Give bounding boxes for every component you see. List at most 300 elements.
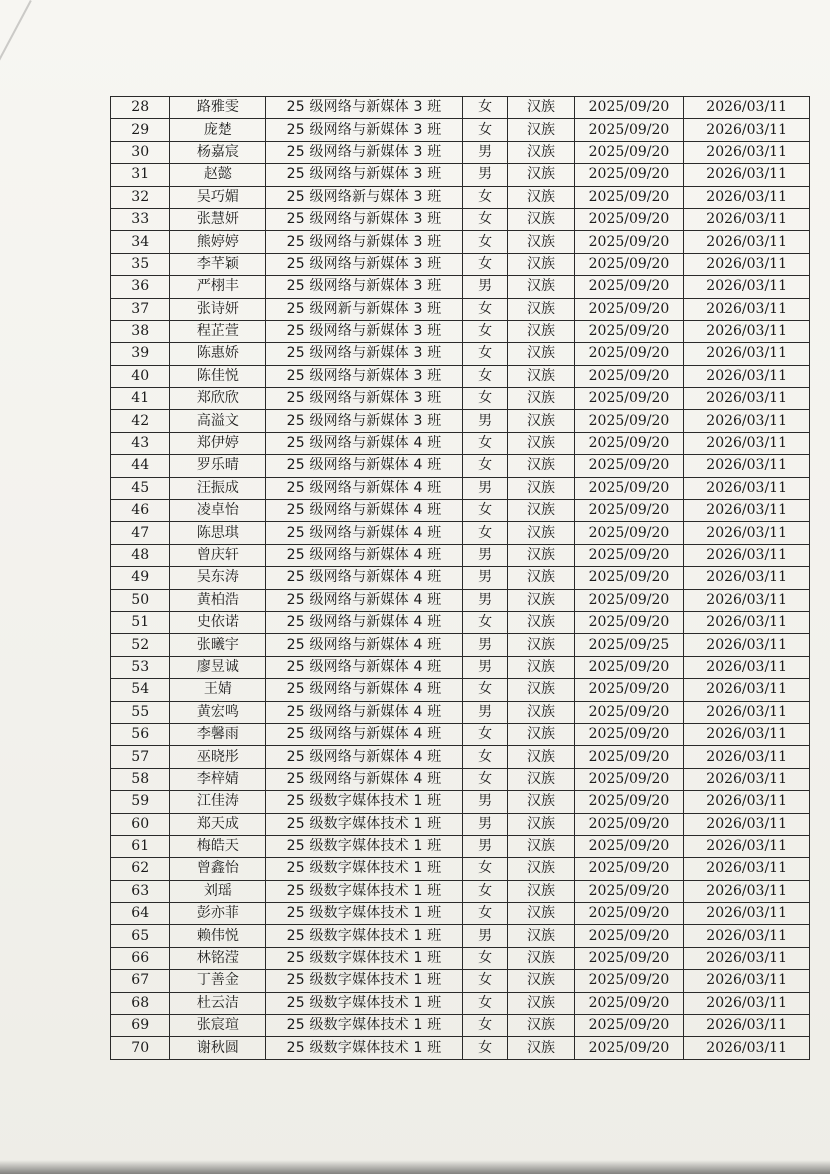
cell-start-date: 2025/09/20 [574,432,684,454]
cell-name: 巫晓彤 [170,746,266,768]
cell-class: 25 级网络与新媒体 3 班 [266,320,462,342]
cell-name: 杜云洁 [170,992,266,1014]
cell-start-date: 2025/09/20 [574,567,684,589]
cell-gender: 女 [462,723,508,745]
cell-end-date: 2026/03/11 [684,992,810,1014]
table-row [111,186,810,208]
cell-end-date: 2026/03/11 [684,253,810,275]
cell-start-date: 2025/09/20 [574,880,684,902]
table-row [111,970,810,992]
cell-ethnicity: 汉族 [508,679,574,701]
cell-ethnicity: 汉族 [508,208,574,230]
cell-number: 37 [111,298,170,320]
cell-ethnicity: 汉族 [508,992,574,1014]
cell-number: 32 [111,186,170,208]
cell-start-date: 2025/09/20 [574,947,684,969]
cell-name: 梅皓天 [170,835,266,857]
cell-number: 69 [111,1015,170,1037]
cell-ethnicity: 汉族 [508,634,574,656]
cell-end-date: 2026/03/11 [684,679,810,701]
cell-gender: 男 [462,813,508,835]
cell-number: 65 [111,925,170,947]
cell-name: 张诗妍 [170,298,266,320]
cell-class: 25 级网络与新媒体 3 班 [266,164,462,186]
cell-number: 28 [111,97,170,119]
table-row [111,589,810,611]
cell-gender: 男 [462,589,508,611]
table-row [111,858,810,880]
table-row [111,365,810,387]
cell-gender: 男 [462,276,508,298]
table-row [111,544,810,566]
cell-name: 江佳涛 [170,791,266,813]
cell-name: 杨嘉宸 [170,141,266,163]
cell-number: 61 [111,835,170,857]
cell-gender: 女 [462,679,508,701]
table-row [111,567,810,589]
cell-number: 42 [111,410,170,432]
cell-ethnicity: 汉族 [508,567,574,589]
cell-start-date: 2025/09/20 [574,656,684,678]
cell-number: 41 [111,388,170,410]
table-row [111,522,810,544]
cell-name: 曾庆轩 [170,544,266,566]
cell-end-date: 2026/03/11 [684,1037,810,1059]
cell-end-date: 2026/03/11 [684,925,810,947]
cell-end-date: 2026/03/11 [684,947,810,969]
cell-name: 程芷萱 [170,320,266,342]
table-row [111,813,810,835]
cell-class: 25 级网络新与媒体 3 班 [266,186,462,208]
table-row [111,1015,810,1037]
cell-number: 60 [111,813,170,835]
cell-end-date: 2026/03/11 [684,208,810,230]
cell-class: 25 级网络与新媒体 4 班 [266,679,462,701]
cell-name: 李馨雨 [170,723,266,745]
cell-start-date: 2025/09/20 [574,500,684,522]
cell-name: 郑欣欣 [170,388,266,410]
cell-ethnicity: 汉族 [508,320,574,342]
cell-start-date: 2025/09/20 [574,1015,684,1037]
cell-start-date: 2025/09/20 [574,119,684,141]
cell-class: 25 级网络与新媒体 3 班 [266,388,462,410]
cell-gender: 男 [462,835,508,857]
cell-number: 40 [111,365,170,387]
cell-ethnicity: 汉族 [508,611,574,633]
cell-number: 34 [111,231,170,253]
table-row [111,164,810,186]
cell-gender: 女 [462,992,508,1014]
cell-class: 25 级数字媒体技术 1 班 [266,947,462,969]
cell-end-date: 2026/03/11 [684,522,810,544]
cell-end-date: 2026/03/11 [684,365,810,387]
cell-name: 陈惠娇 [170,343,266,365]
cell-class: 25 级网络与新媒体 4 班 [266,455,462,477]
cell-name: 黄宏鸣 [170,701,266,723]
cell-number: 52 [111,634,170,656]
cell-start-date: 2025/09/20 [574,186,684,208]
cell-start-date: 2025/09/20 [574,679,684,701]
roster-body [111,97,810,1060]
table-row [111,343,810,365]
cell-gender: 男 [462,164,508,186]
cell-end-date: 2026/03/11 [684,746,810,768]
cell-name: 庞楚 [170,119,266,141]
cell-gender: 男 [462,410,508,432]
cell-end-date: 2026/03/11 [684,858,810,880]
cell-ethnicity: 汉族 [508,813,574,835]
cell-name: 汪振成 [170,477,266,499]
scan-edge-shadow [0,1160,830,1174]
cell-name: 吴巧媚 [170,186,266,208]
cell-end-date: 2026/03/11 [684,723,810,745]
cell-name: 吴东涛 [170,567,266,589]
cell-gender: 女 [462,186,508,208]
cell-end-date: 2026/03/11 [684,455,810,477]
cell-number: 46 [111,500,170,522]
cell-start-date: 2025/09/20 [574,701,684,723]
cell-name: 严栩丰 [170,276,266,298]
cell-class: 25 级网络与新媒体 4 班 [266,701,462,723]
cell-class: 25 级网络与新媒体 4 班 [266,656,462,678]
cell-gender: 女 [462,746,508,768]
cell-name: 张曦宇 [170,634,266,656]
cell-start-date: 2025/09/20 [574,813,684,835]
cell-gender: 女 [462,365,508,387]
cell-ethnicity: 汉族 [508,768,574,790]
cell-start-date: 2025/09/20 [574,343,684,365]
cell-name: 陈思琪 [170,522,266,544]
cell-class: 25 级网络与新媒体 4 班 [266,500,462,522]
cell-number: 48 [111,544,170,566]
cell-gender: 男 [462,634,508,656]
cell-gender: 女 [462,119,508,141]
cell-name: 路雅雯 [170,97,266,119]
table-row [111,410,810,432]
cell-name: 陈佳悦 [170,365,266,387]
cell-class: 25 级数字媒体技术 1 班 [266,880,462,902]
cell-end-date: 2026/03/11 [684,903,810,925]
cell-start-date: 2025/09/20 [574,164,684,186]
cell-name: 黄柏浩 [170,589,266,611]
cell-start-date: 2025/09/20 [574,253,684,275]
cell-name: 熊婷婷 [170,231,266,253]
cell-gender: 女 [462,231,508,253]
cell-end-date: 2026/03/11 [684,835,810,857]
cell-number: 66 [111,947,170,969]
cell-number: 57 [111,746,170,768]
cell-ethnicity: 汉族 [508,701,574,723]
cell-number: 49 [111,567,170,589]
cell-name: 林铭滢 [170,947,266,969]
cell-class: 25 级数字媒体技术 1 班 [266,970,462,992]
cell-number: 62 [111,858,170,880]
cell-start-date: 2025/09/20 [574,410,684,432]
table-row [111,656,810,678]
cell-class: 25 级网络与新媒体 3 班 [266,343,462,365]
cell-end-date: 2026/03/11 [684,97,810,119]
cell-ethnicity: 汉族 [508,141,574,163]
cell-name: 廖昱诚 [170,656,266,678]
student-roster-table [110,96,810,1060]
cell-gender: 女 [462,903,508,925]
cell-ethnicity: 汉族 [508,947,574,969]
cell-name: 谢秋圆 [170,1037,266,1059]
cell-end-date: 2026/03/11 [684,880,810,902]
cell-name: 郑伊婷 [170,432,266,454]
cell-end-date: 2026/03/11 [684,231,810,253]
table-row [111,455,810,477]
cell-number: 44 [111,455,170,477]
cell-end-date: 2026/03/11 [684,1015,810,1037]
cell-ethnicity: 汉族 [508,522,574,544]
table-row [111,723,810,745]
cell-name: 彭亦菲 [170,903,266,925]
cell-number: 36 [111,276,170,298]
cell-end-date: 2026/03/11 [684,298,810,320]
table-row [111,634,810,656]
cell-ethnicity: 汉族 [508,544,574,566]
cell-gender: 女 [462,1015,508,1037]
cell-ethnicity: 汉族 [508,1037,574,1059]
cell-class: 25 级网络与新媒体 3 班 [266,141,462,163]
cell-gender: 女 [462,298,508,320]
cell-start-date: 2025/09/20 [574,1037,684,1059]
cell-gender: 男 [462,791,508,813]
cell-gender: 男 [462,925,508,947]
table-row [111,679,810,701]
cell-number: 45 [111,477,170,499]
cell-number: 64 [111,903,170,925]
cell-start-date: 2025/09/20 [574,611,684,633]
cell-number: 70 [111,1037,170,1059]
cell-end-date: 2026/03/11 [684,634,810,656]
cell-start-date: 2025/09/20 [574,544,684,566]
cell-name: 赵懿 [170,164,266,186]
cell-ethnicity: 汉族 [508,746,574,768]
cell-ethnicity: 汉族 [508,298,574,320]
cell-end-date: 2026/03/11 [684,119,810,141]
cell-class: 25 级网络与新媒体 4 班 [266,589,462,611]
cell-class: 25 级网络与新媒体 4 班 [266,544,462,566]
table-row [111,611,810,633]
cell-gender: 男 [462,567,508,589]
table-row [111,477,810,499]
cell-ethnicity: 汉族 [508,455,574,477]
cell-start-date: 2025/09/20 [574,97,684,119]
cell-class: 25 级网络与新媒体 3 班 [266,231,462,253]
cell-number: 59 [111,791,170,813]
cell-number: 51 [111,611,170,633]
cell-ethnicity: 汉族 [508,365,574,387]
cell-start-date: 2025/09/20 [574,320,684,342]
cell-name: 高溢文 [170,410,266,432]
cell-start-date: 2025/09/20 [574,477,684,499]
cell-name: 李梓婧 [170,768,266,790]
cell-start-date: 2025/09/20 [574,276,684,298]
cell-gender: 女 [462,208,508,230]
cell-class: 25 级网络与新媒体 4 班 [266,611,462,633]
cell-ethnicity: 汉族 [508,1015,574,1037]
cell-name: 罗乐晴 [170,455,266,477]
cell-start-date: 2025/09/25 [574,634,684,656]
cell-end-date: 2026/03/11 [684,544,810,566]
cell-start-date: 2025/09/20 [574,365,684,387]
cell-class: 25 级数字媒体技术 1 班 [266,992,462,1014]
cell-start-date: 2025/09/20 [574,388,684,410]
cell-start-date: 2025/09/20 [574,141,684,163]
table-row [111,925,810,947]
cell-class: 25 级网络与新媒体 4 班 [266,432,462,454]
cell-name: 丁善金 [170,970,266,992]
cell-name: 曾鑫怡 [170,858,266,880]
cell-start-date: 2025/09/20 [574,208,684,230]
table-row [111,119,810,141]
cell-ethnicity: 汉族 [508,858,574,880]
table-row [111,298,810,320]
cell-end-date: 2026/03/11 [684,186,810,208]
cell-class: 25 级网络与新媒体 3 班 [266,276,462,298]
cell-start-date: 2025/09/20 [574,970,684,992]
table-row [111,500,810,522]
cell-number: 58 [111,768,170,790]
cell-name: 张宸瑄 [170,1015,266,1037]
table-row [111,208,810,230]
cell-name: 凌卓怡 [170,500,266,522]
cell-end-date: 2026/03/11 [684,276,810,298]
cell-class: 25 级数字媒体技术 1 班 [266,858,462,880]
cell-class: 25 级网新与新媒体 3 班 [266,298,462,320]
cell-gender: 女 [462,970,508,992]
cell-ethnicity: 汉族 [508,119,574,141]
table-row [111,97,810,119]
cell-start-date: 2025/09/20 [574,768,684,790]
cell-end-date: 2026/03/11 [684,768,810,790]
cell-gender: 男 [462,141,508,163]
cell-gender: 男 [462,544,508,566]
cell-end-date: 2026/03/11 [684,791,810,813]
cell-ethnicity: 汉族 [508,410,574,432]
cell-ethnicity: 汉族 [508,276,574,298]
cell-number: 30 [111,141,170,163]
table-row [111,791,810,813]
cell-end-date: 2026/03/11 [684,656,810,678]
cell-gender: 女 [462,522,508,544]
cell-class: 25 级数字媒体技术 1 班 [266,791,462,813]
cell-gender: 女 [462,320,508,342]
cell-class: 25 级网络与新媒体 3 班 [266,365,462,387]
table-row [111,768,810,790]
cell-gender: 女 [462,858,508,880]
cell-class: 25 级网络与新媒体 4 班 [266,567,462,589]
cell-number: 53 [111,656,170,678]
cell-number: 35 [111,253,170,275]
cell-number: 31 [111,164,170,186]
cell-gender: 女 [462,947,508,969]
cell-start-date: 2025/09/20 [574,835,684,857]
table-row [111,746,810,768]
cell-gender: 女 [462,768,508,790]
cell-start-date: 2025/09/20 [574,522,684,544]
cell-gender: 女 [462,97,508,119]
cell-name: 李芊颖 [170,253,266,275]
cell-class: 25 级数字媒体技术 1 班 [266,1037,462,1059]
cell-number: 29 [111,119,170,141]
cell-class: 25 级网络与新媒体 3 班 [266,97,462,119]
cell-end-date: 2026/03/11 [684,388,810,410]
cell-start-date: 2025/09/20 [574,992,684,1014]
cell-number: 54 [111,679,170,701]
cell-class: 25 级数字媒体技术 1 班 [266,925,462,947]
cell-ethnicity: 汉族 [508,835,574,857]
cell-end-date: 2026/03/11 [684,164,810,186]
table-row [111,388,810,410]
cell-class: 25 级网络与新媒体 3 班 [266,253,462,275]
cell-ethnicity: 汉族 [508,164,574,186]
cell-number: 63 [111,880,170,902]
cell-ethnicity: 汉族 [508,477,574,499]
table-row [111,253,810,275]
cell-number: 43 [111,432,170,454]
cell-start-date: 2025/09/20 [574,589,684,611]
cell-start-date: 2025/09/20 [574,231,684,253]
cell-gender: 女 [462,1037,508,1059]
cell-end-date: 2026/03/11 [684,813,810,835]
cell-class: 25 级网络与新媒体 4 班 [266,634,462,656]
table-row [111,1037,810,1059]
cell-start-date: 2025/09/20 [574,858,684,880]
cell-ethnicity: 汉族 [508,253,574,275]
cell-class: 25 级数字媒体技术 1 班 [266,903,462,925]
cell-class: 25 级数字媒体技术 1 班 [266,1015,462,1037]
cell-name: 赖伟悦 [170,925,266,947]
cell-class: 25 级网络与新媒体 3 班 [266,410,462,432]
cell-start-date: 2025/09/20 [574,791,684,813]
cell-name: 张慧妍 [170,208,266,230]
table-row [111,432,810,454]
cell-end-date: 2026/03/11 [684,410,810,432]
cell-number: 68 [111,992,170,1014]
cell-gender: 女 [462,432,508,454]
cell-start-date: 2025/09/20 [574,925,684,947]
cell-ethnicity: 汉族 [508,343,574,365]
cell-number: 56 [111,723,170,745]
cell-end-date: 2026/03/11 [684,567,810,589]
cell-class: 25 级网络与新媒体 3 班 [266,119,462,141]
cell-number: 67 [111,970,170,992]
cell-number: 47 [111,522,170,544]
cell-ethnicity: 汉族 [508,903,574,925]
cell-start-date: 2025/09/20 [574,298,684,320]
cell-ethnicity: 汉族 [508,970,574,992]
cell-ethnicity: 汉族 [508,388,574,410]
cell-end-date: 2026/03/11 [684,320,810,342]
cell-start-date: 2025/09/20 [574,903,684,925]
cell-ethnicity: 汉族 [508,500,574,522]
cell-end-date: 2026/03/11 [684,500,810,522]
cell-class: 25 级网络与新媒体 4 班 [266,522,462,544]
cell-gender: 女 [462,343,508,365]
cell-number: 55 [111,701,170,723]
table-row [111,903,810,925]
table-row [111,992,810,1014]
cell-end-date: 2026/03/11 [684,432,810,454]
cell-ethnicity: 汉族 [508,925,574,947]
cell-ethnicity: 汉族 [508,97,574,119]
cell-end-date: 2026/03/11 [684,141,810,163]
cell-ethnicity: 汉族 [508,231,574,253]
cell-gender: 女 [462,455,508,477]
